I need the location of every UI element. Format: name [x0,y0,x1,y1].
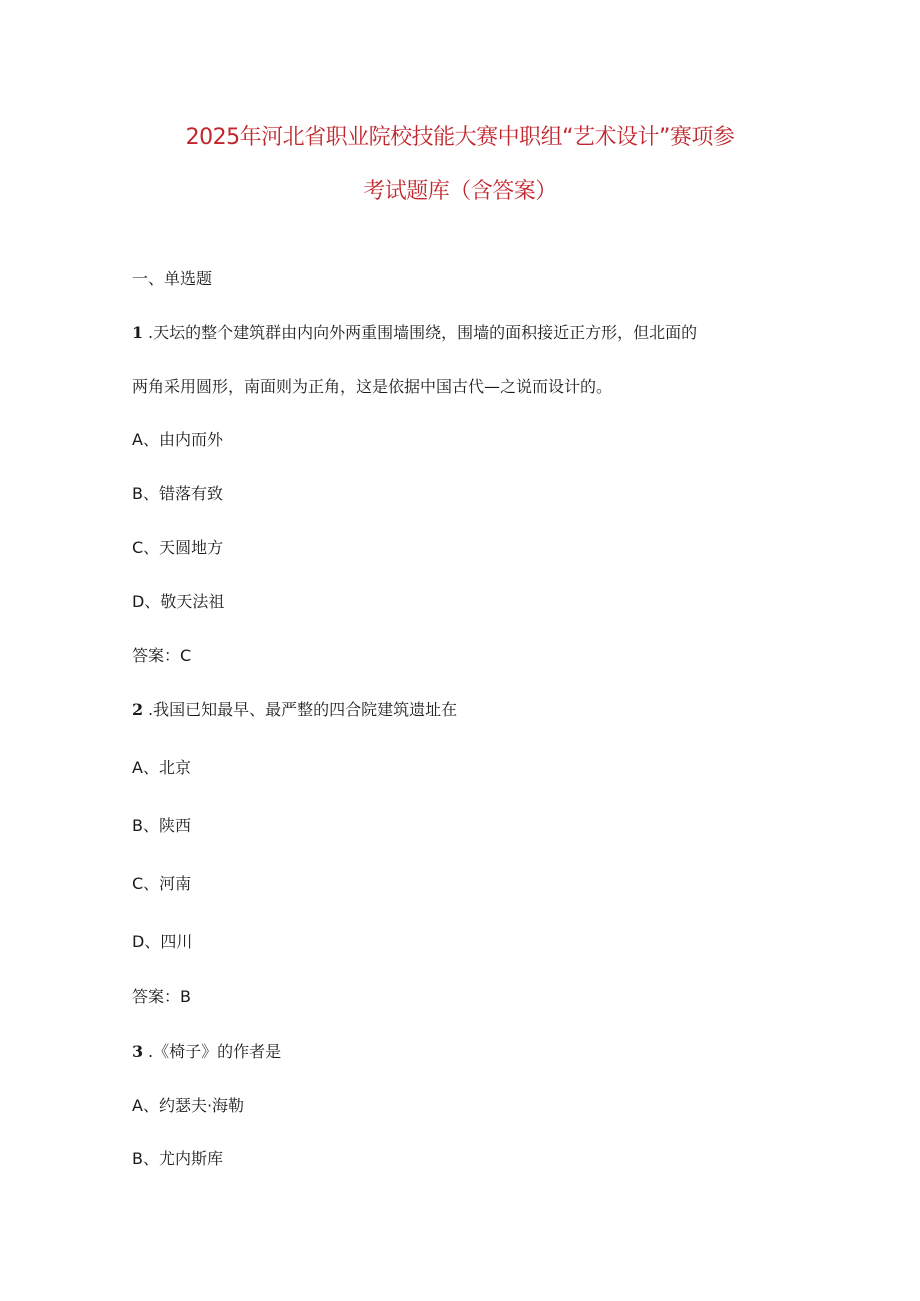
question-3-text-line-1 [132,1041,281,1063]
question-1-text-line-2: 两角采用圆形，南面则为正角，这是依据中国古代—之说而设计的。 [132,377,613,396]
question-1-option-b: B、错落有致 [132,484,223,503]
question-1-option-a: A、由内而外 [132,430,223,449]
question-1-answer: 答案：C [132,646,192,665]
question-2-option-c: C、河南 [132,874,192,893]
question-2-stem: .我国已知最早、最严整的四合院建筑遗址在 [148,700,458,719]
question-2-option-b: B、陕西 [132,816,191,835]
question-2-answer: 答案：B [132,987,191,1006]
question-2-text-line-1 [132,699,457,721]
question-1-stem: .天坛的整个建筑群由内向外两重围墙围绕，围墙的面积接近正方形，但北面的 [148,323,698,342]
question-2-option-d: D、四川 [132,932,193,951]
question-3-number: 3 [132,1042,144,1061]
document-title-line-2: 考试题库（含答案） [363,179,557,204]
question-3-option-b: B、尤内斯库 [132,1149,223,1168]
question-2-number: 2 [132,700,144,719]
question-2-option-a: A、北京 [132,758,191,777]
question-1-number: 1 [132,323,144,342]
section-heading: 一、单选题 [132,269,213,288]
question-3-stem: .《椅子》的作者是 [148,1042,282,1061]
question-1-option-d: D、敬天法祖 [132,592,225,611]
document-title-line-1: 2025年河北省职业院校技能大赛中职组“艺术设计”赛项参 [185,125,735,150]
question-3-option-a: A、约瑟夫·海勒 [132,1096,245,1115]
question-1-option-c: C、天圆地方 [132,538,224,557]
question-1-text-line-1 [132,322,697,344]
